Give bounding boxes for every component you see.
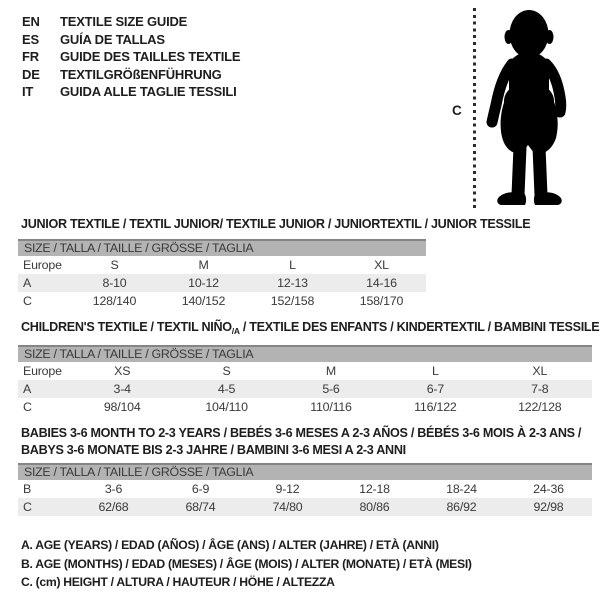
size-cell: 6-7 <box>426 382 445 396</box>
language-row-fr <box>22 48 240 66</box>
babies-table-title <box>21 425 581 458</box>
size-cell: M <box>198 258 209 272</box>
table-row <box>18 380 592 398</box>
size-cell: 3-4 <box>113 382 131 396</box>
language-code: FR <box>22 49 39 65</box>
table-header-bar: SIZE / TALLA / TAILLE / GRÖSSE / TAGLIA <box>18 345 592 362</box>
note-line-b: B. AGE (MONTHS) / EDAD (MESES) / ÂGE (MOIS) / ALTER (MONATE) / ETÀ (MESI) <box>21 556 472 571</box>
size-cell: 4-5 <box>217 382 236 396</box>
table-row <box>18 398 592 416</box>
note-line-a: A. AGE (YEARS) / EDAD (AÑOS) / ÂGE (ANS) / ALTER (JAHRE) / ETÀ (ANNI) <box>21 538 439 552</box>
babies-size-table <box>18 463 592 516</box>
language-row-de <box>22 66 240 84</box>
size-cell: 5-6 <box>322 382 340 396</box>
table-row <box>18 274 426 292</box>
size-cell: L <box>289 258 296 272</box>
language-code: ES <box>22 31 39 47</box>
height-dotted-line <box>473 8 476 210</box>
babies-title-line2: BABYS 3-6 MONATE BIS 2-3 JAHRE / BAMBINI 3-6 MESI A 2-3 ANNI <box>21 442 406 457</box>
table-row <box>18 362 592 380</box>
row-label-cell: C <box>23 500 32 514</box>
size-cell: 86/92 <box>446 500 477 514</box>
junior-table-title: JUNIOR TEXTILE / TEXTIL JUNIOR/ TEXTILE JUNIOR / JUNIORTEXTIL / JUNIOR TESSILE <box>21 217 531 231</box>
toddler-silhouette-image <box>482 9 574 209</box>
size-cell: XS <box>114 364 131 378</box>
language-label: GUIDA ALLE TAGLIE TESSILI <box>60 84 237 100</box>
size-cell: 80/86 <box>359 500 390 514</box>
babies-title-line1: BABIES 3-6 MONTH TO 2-3 YEARS / BEBÉS 3-6 MESES A 2-3 AÑOS / BÉBÉS 3-6 MOIS À 2-3 ANS / <box>21 426 582 440</box>
language-label: GUÍA DE TALLAS <box>60 31 165 47</box>
size-cell: 6-9 <box>191 482 210 496</box>
size-cell: L <box>432 364 439 378</box>
row-label-cell: C <box>23 400 32 414</box>
size-cell: 122/128 <box>518 400 562 414</box>
size-cell: XL <box>532 364 548 378</box>
size-cell: 10-12 <box>188 276 219 290</box>
children-table-title <box>21 320 599 336</box>
size-cell: 140/152 <box>181 294 226 308</box>
size-cell: 152/158 <box>270 294 315 308</box>
size-cell: 110/116 <box>310 400 352 414</box>
language-list <box>22 13 240 101</box>
language-row-es <box>22 31 240 49</box>
language-label: TEXTILE SIZE GUIDE <box>60 14 188 30</box>
size-cell: 68/74 <box>185 500 216 514</box>
size-cell: 7-8 <box>531 382 549 396</box>
row-label-cell: C <box>23 294 32 308</box>
children-size-table <box>18 345 592 416</box>
size-cell: S <box>222 364 231 378</box>
size-cell: 104/110 <box>205 400 248 414</box>
table-header-bar: SIZE / TALLA / TAILLE / GRÖSSE / TAGLIA <box>18 239 426 256</box>
size-cell: 92/98 <box>533 500 564 514</box>
size-cell: 12-18 <box>359 482 390 496</box>
table-row <box>18 480 592 498</box>
size-cell: 74/80 <box>272 500 303 514</box>
row-label-cell: A <box>23 276 32 290</box>
size-cell: 8-10 <box>102 276 127 290</box>
children-title-post: / TEXTILE DES ENFANTS / KINDERTEXTIL / BAMBINI TESSILE <box>239 320 600 334</box>
height-measure-label: C <box>452 103 462 118</box>
language-label: GUIDE DES TAILLES TEXTILE <box>60 49 241 65</box>
size-cell: 128/140 <box>92 294 137 308</box>
children-title-pre: CHILDREN'S TEXTILE / TEXTIL NIÑO <box>21 320 232 334</box>
language-row-en <box>22 13 240 31</box>
language-code: IT <box>22 84 34 100</box>
row-label-cell: Europe <box>23 258 62 272</box>
size-cell: 18-24 <box>446 482 477 496</box>
language-code: DE <box>22 66 40 82</box>
row-label-cell: Europe <box>23 364 62 378</box>
table-row <box>18 498 592 516</box>
size-cell: S <box>110 258 119 272</box>
table-row <box>18 256 426 274</box>
size-cell: M <box>325 364 337 378</box>
legend-notes <box>21 536 472 592</box>
children-title-subscript: /A <box>231 326 240 336</box>
size-cell: 62/68 <box>98 500 129 514</box>
language-label: TEXTILGRÖßENFÜHRUNG <box>60 66 222 82</box>
size-cell: 98/104 <box>103 400 141 414</box>
row-label-cell: A <box>23 382 32 396</box>
table-header-bar: SIZE / TALLA / TAILLE / GRÖSSE / TAGLIA <box>18 463 592 480</box>
language-row-it <box>22 83 240 101</box>
note-line-c: C. (cm) HEIGHT / ALTURA / HAUTEUR / HÖHE / ALTEZZA <box>21 575 335 589</box>
row-label-cell: B <box>23 482 32 496</box>
size-cell: 14-16 <box>366 276 397 290</box>
size-cell: 24-36 <box>533 482 564 496</box>
table-row <box>18 292 426 310</box>
size-cell: XL <box>374 258 389 272</box>
size-cell: 158/170 <box>359 294 404 308</box>
size-cell: 3-6 <box>104 482 123 496</box>
language-code: EN <box>22 14 40 30</box>
size-cell: 116/122 <box>414 400 457 414</box>
size-cell: 12-13 <box>277 276 308 290</box>
junior-size-table <box>18 239 426 310</box>
size-cell: 9-12 <box>275 482 300 496</box>
